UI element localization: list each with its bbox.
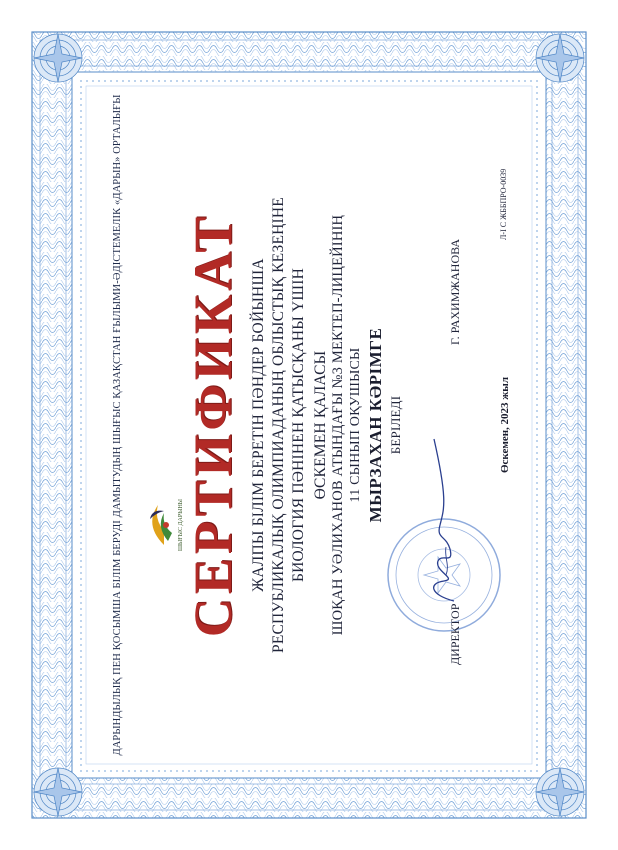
place-and-date: Өскемен, 2023 жыл <box>499 376 511 474</box>
director-name: Г. РАХИМЖАНОВА <box>448 238 462 345</box>
certificate-content <box>94 85 524 765</box>
director-signature-icon <box>424 435 464 605</box>
recipient-name: МЫРЗАХАН КӘРІМГЕ <box>366 327 385 523</box>
license-code: Л-I С ЖББПРО-0039 <box>499 168 508 240</box>
body-line-4: ӨСКЕМЕН ҚАЛАСЫ <box>312 350 329 500</box>
body-line-2: РЕСПУБЛИКАЛЫҚ ОЛИМПИАДАНЫҢ ОБЛЫСТЫҚ КЕЗЕҢІНЕ <box>270 197 287 653</box>
logo-caption: ШЫҒЫС ДАРЫНЫ <box>178 498 184 552</box>
body-line-1: ЖАЛПЫ БІЛІМ БЕРЕТІН ПӘНДЕР БОЙЫНША <box>250 258 267 592</box>
certificate-title: СЕРТИФИКАТ <box>183 212 243 638</box>
body-line-6: 11 СЫНЫП ОҚУШЫСЫ <box>348 347 363 503</box>
issuer-header: ДАРЫНДЫЛЫҚ ПЕН ҚОСЫМША БІЛІМ БЕРУДІ ДАМЫТУДЫҢ ШЫҒЫС ҚАЗАҚСТАН ҒЫЛЫМИ-ӘДІСТЕМЕЛІК «ДАРЫН» ОРТАЛЫҒЫ <box>112 94 123 756</box>
body-line-3: БИОЛОГИЯ ПӘНІНЕН ҚАТЫСҚАНЫ ҮШІН <box>290 267 307 583</box>
awarded-text: БЕРІЛЕДІ <box>388 395 403 455</box>
body-line-5: ШОҚАН УӘЛИХАНОВ АТЫНДАҒЫ №3 МЕКТЕП-ЛИЦЕЙІНІҢ <box>330 214 346 636</box>
director-label: ДИРЕКТОР <box>448 603 462 665</box>
